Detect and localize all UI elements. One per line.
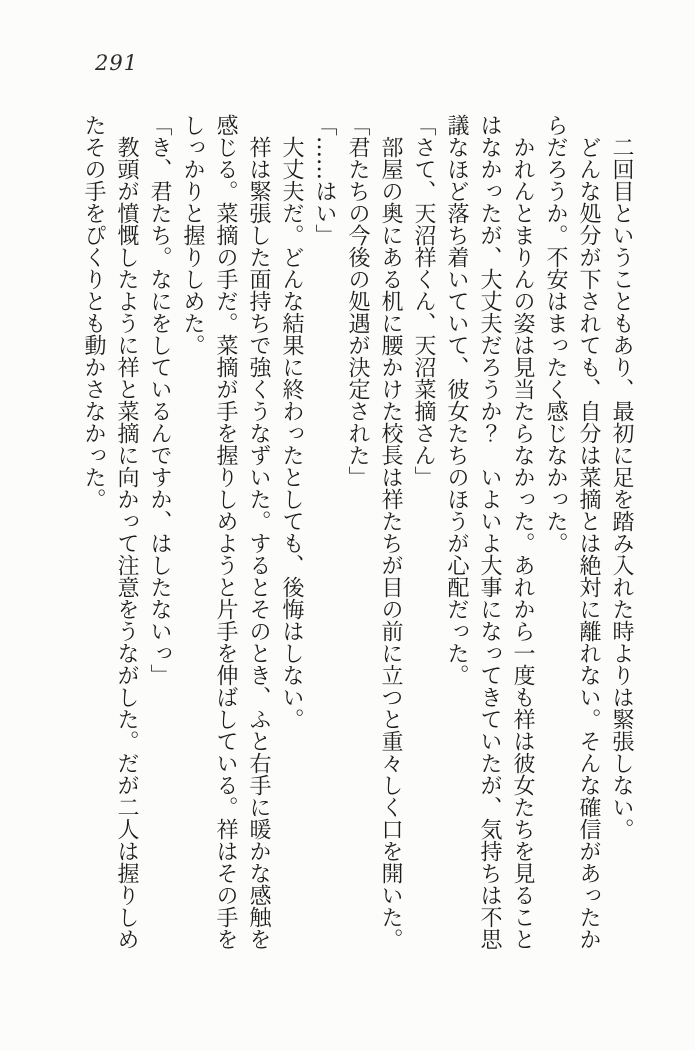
text-line: 「き、君たち。なにをしているんですか、はしたないっ」 xyxy=(147,114,172,686)
text-line: 二回目ということもあり、最初に足を踏み入れた時よりは緊張しない。 xyxy=(609,114,634,840)
text-line: たその手をぴくりとも動かさなかった。 xyxy=(81,114,106,510)
text-line: しっかりと握りしめた。 xyxy=(180,114,205,356)
text-line: 議なほど落ち着いていて、彼女たちのほうが心配だった。 xyxy=(444,114,469,686)
text-line: 部屋の奥にある机に腰かけた校長は祥たちが目の前に立つと重々しく口を開いた。 xyxy=(378,114,403,950)
text-line: らだろうか。不安はまったく感じなかった。 xyxy=(543,114,568,554)
text-line: はなかったが、大丈夫だろうか？ いよいよ大事になってきていたが、気持ちは不思 xyxy=(477,114,502,950)
text-line: どんな処分が下されても、自分は菜摘とは絶対に離れない。そんな確信があったか xyxy=(576,114,601,950)
page-text xyxy=(77,114,638,954)
text-line: 大丈夫だ。どんな結果に終わったとしても、後悔はしない。 xyxy=(279,114,304,730)
text-line: 感じる。菜摘の手だ。菜摘が手を握りしめようと片手を伸ばしている。祥はその手を xyxy=(213,114,238,950)
text-line: 「君たちの今後の処遇が決定された」 xyxy=(345,114,370,488)
text-line: 祥は緊張した面持ちで強くうなずいた。するとそのとき、ふと右手に暖かな感触を xyxy=(246,114,271,950)
text-line: 「さて、天沼祥くん、天沼菜摘さん」 xyxy=(411,114,436,488)
text-line: 「……はい」 xyxy=(312,114,337,246)
text-line: 教頭が憤慨したように祥と菜摘に向かって注意をうながした。だが二人は握りしめ xyxy=(114,114,139,950)
text-line: かれんとまりんの姿は見当たらなかった。あれから一度も祥は彼女たちを見ること xyxy=(510,114,535,950)
page-number: 291 xyxy=(95,51,139,75)
